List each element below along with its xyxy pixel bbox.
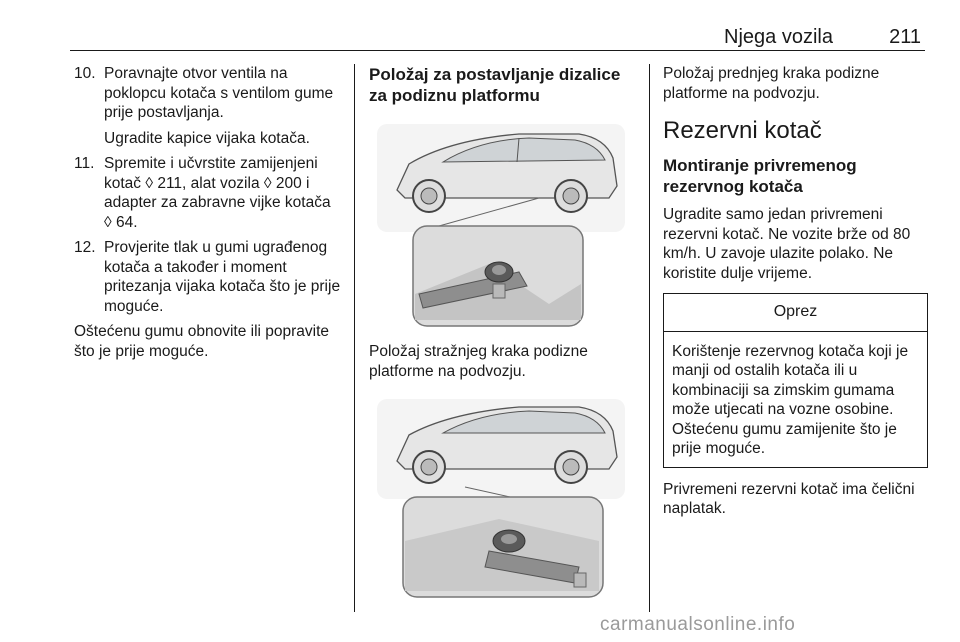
list-item (74, 238, 342, 316)
list-text: Poravnajte otvor ventila na poklopcu kotača s ventilom gume prije postavljanja. (104, 65, 334, 121)
rear-arm-caption: Položaj stražnjeg kraka podizne platforme na podvozju. (369, 343, 588, 380)
list-item (74, 154, 342, 232)
front-arm-caption: Položaj prednjeg kraka podizne platforme na podvozju. (663, 65, 880, 102)
page-number: 211 (889, 26, 921, 48)
list-text: Provjerite tlak u gumi ugrađenog kotača a također i moment pritezanja vijaka kotača što je prije moguće. (104, 239, 341, 315)
column-divider (649, 64, 650, 612)
column-1 (74, 64, 342, 361)
jack-position-heading: Položaj za postavljanje dizalice za podiznu platformu (369, 65, 621, 105)
list-item (74, 64, 342, 148)
spare-wheel-title: Rezervni kotač (663, 117, 822, 144)
list-number: 12. (74, 239, 96, 256)
note-text: Oštećenu gumu obnovite ili popravite što je prije moguće. (74, 323, 330, 360)
column-divider (354, 64, 355, 612)
caution-body: Korištenje rezervnog kotača koji je manji od ostalih kotača ili u kombinaciji sa zimskim gumama može utjecati na vozne osobine. Oštećenu gumu zamijenite što je prije moguće. (672, 342, 909, 457)
page-header (70, 24, 925, 51)
list-text: Spremite i učvrstite zamijenjeni kotač ◊ 211, alat vozila ◊ 200 i adapter za zabravne vijke kotača ◊ 64. (104, 155, 331, 231)
caution-box (663, 293, 928, 468)
column-2 (369, 64, 631, 613)
column-3 (663, 64, 928, 519)
front-lift-point-illustration (369, 114, 633, 332)
caution-title: Oprez (664, 294, 927, 332)
mounting-subheading: Montiranje privremenog rezervnog kotača (663, 156, 857, 196)
list-text: Ugradite kapice vijaka kotača. (104, 129, 310, 147)
watermark: carmanualsonline.info (600, 614, 796, 635)
rear-lift-point-illustration (369, 391, 633, 603)
closing-text: Privremeni rezervni kotač ima čelični naplatak. (663, 480, 915, 517)
section-title: Njega vozila (724, 26, 833, 48)
list-number: 10. (74, 65, 96, 82)
intro-text: Ugradite samo jedan privremeni rezervni kotač. Ne vozite brže od 80 km/h. U zavoje ulazite polako. Ne koristite dulje vrijeme. (663, 206, 911, 282)
list-number: 11. (74, 155, 95, 172)
